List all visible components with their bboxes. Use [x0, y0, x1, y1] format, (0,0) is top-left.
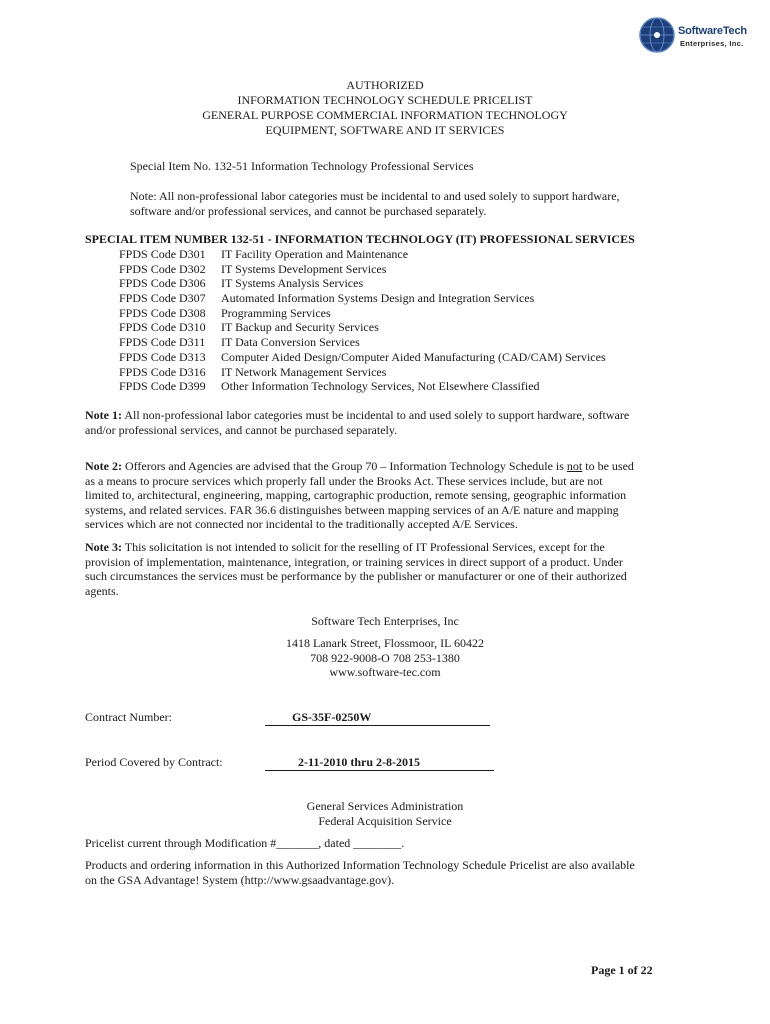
document-header — [0, 78, 770, 138]
fpds-row — [119, 320, 606, 335]
header-line: GENERAL PURPOSE COMMERCIAL INFORMATION TECHNOLOGY — [202, 108, 568, 122]
contract-number-label: Contract Number: — [85, 710, 172, 724]
logo-name: SoftwareTech — [678, 25, 747, 37]
note-2-emphasis: not — [566, 459, 583, 473]
note-2-text: systems, and related services. FAR 36.6 distinguishes between mapping services of an A/E nature and mapping — [85, 502, 619, 517]
fpds-description: Computer Aided Design/Computer Aided Manufacturing (CAD/CAM) Services — [221, 349, 606, 364]
header-line: INFORMATION TECHNOLOGY SCHEDULE PRICELIST — [237, 93, 533, 107]
fpds-row — [119, 247, 606, 262]
note-3-text: such circumstances the services must be performance by the publisher or manufacturer or one of their authorized — [85, 569, 627, 584]
sin-heading: SPECIAL ITEM NUMBER 132-51 - INFORMATION TECHNOLOGY (IT) PROFESSIONAL SERVICES — [85, 232, 635, 246]
gsa-line: Federal Acquisition Service — [318, 813, 452, 828]
note-1-text: and/or professional services, and cannot be purchased separately. — [85, 422, 398, 437]
intro-note — [130, 189, 620, 218]
phone-line: 708 922-9008-O 708 253-1380 — [310, 650, 460, 665]
company-address — [0, 636, 770, 680]
fpds-code: FPDS Code D310 — [119, 320, 206, 335]
contract-number-value: GS-35F-0250W — [292, 710, 372, 724]
fpds-row — [119, 379, 606, 394]
note-2-text: Offerors and Agencies are advised that the Group 70 – Information Technology Schedule is — [121, 459, 567, 473]
fpds-row — [119, 365, 606, 380]
globe-icon — [638, 16, 676, 54]
fpds-code: FPDS Code D313 — [119, 349, 206, 364]
fpds-code: FPDS Code D306 — [119, 276, 206, 291]
pricelist-current: Pricelist current through Modification #_______, dated ________. — [85, 836, 405, 850]
products-line: on the GSA Advantage! System (http://www.gsaadvantage.gov). — [85, 872, 395, 887]
note-1 — [85, 408, 629, 437]
fpds-description: IT Facility Operation and Maintenance — [221, 247, 409, 261]
fpds-row — [119, 291, 606, 306]
fpds-description: IT Data Conversion Services — [221, 335, 360, 350]
note-3-label: Note 3: — [85, 540, 122, 554]
special-item-line: Special Item No. 132-51 Information Technology Professional Services — [130, 159, 474, 173]
period-label: Period Covered by Contract: — [85, 755, 223, 769]
note-3-text: This solicitation is not intended to solicit for the reselling of IT Professional Services, except for the — [121, 540, 605, 554]
gsa-line: General Services Administration — [306, 799, 464, 813]
fpds-description: Programming Services — [221, 305, 331, 320]
fpds-row — [119, 350, 606, 365]
note-3-text: agents. — [85, 583, 119, 598]
intro-note-line: software and/or professional services, and cannot be purchased separately. — [130, 203, 487, 218]
fpds-description: IT Systems Development Services — [221, 261, 387, 276]
fpds-description: IT Backup and Security Services — [221, 320, 379, 335]
fpds-description: IT Network Management Services — [221, 364, 387, 379]
intro-note-line: Note: All non-professional labor categories must be incidental to and used solely to support hardware, — [130, 189, 620, 203]
note-3-text: provision of implementation, maintenance, integration, or training services in direct support of a product. Under — [85, 554, 623, 569]
address-line: 1418 Lanark Street, Flossmoor, IL 60422 — [285, 636, 485, 650]
header-line: AUTHORIZED — [346, 78, 424, 92]
period-field — [265, 755, 494, 771]
logo-subtitle: Enterprises, Inc. — [680, 39, 744, 48]
note-3 — [85, 540, 627, 598]
note-1-text: All non-professional labor categories must be incidental to and used solely to support hardware, software — [121, 408, 630, 422]
fpds-list — [119, 247, 606, 394]
header-line: EQUIPMENT, SOFTWARE AND IT SERVICES — [265, 123, 505, 137]
fpds-code: FPDS Code D301 — [119, 247, 206, 261]
products-line: Products and ordering information in this Authorized Information Technology Schedule Pricelist are also available — [85, 858, 635, 872]
period-value: 2-11-2010 thru 2-8-2015 — [298, 755, 420, 769]
contract-number-field — [265, 710, 490, 726]
page-number: Page 1 of 22 — [591, 963, 653, 977]
fpds-row — [119, 306, 606, 321]
note-2-text: to be used — [582, 459, 634, 473]
fpds-description: Other Information Technology Services, Not Elsewhere Classified — [221, 379, 540, 394]
note-2 — [85, 459, 634, 532]
fpds-description: IT Systems Analysis Services — [221, 276, 364, 291]
fpds-code: FPDS Code D399 — [119, 379, 206, 394]
website-link[interactable]: www.software-tec.com — [329, 665, 441, 680]
fpds-row — [119, 276, 606, 291]
gsa-block — [0, 799, 770, 828]
company-logo — [636, 14, 754, 56]
fpds-code: FPDS Code D316 — [119, 364, 206, 379]
products-info — [85, 858, 635, 887]
company-name: Software Tech Enterprises, Inc — [311, 614, 459, 628]
fpds-row — [119, 262, 606, 277]
fpds-description: Automated Information Systems Design and Integration Services — [221, 291, 535, 306]
note-1-label: Note 1: — [85, 408, 122, 422]
fpds-row — [119, 335, 606, 350]
fpds-code: FPDS Code D308 — [119, 305, 206, 320]
fpds-code: FPDS Code D302 — [119, 261, 206, 276]
note-2-label: Note 2: — [85, 459, 122, 473]
fpds-code: FPDS Code D311 — [119, 335, 206, 350]
note-2-text: limited to, architectural, engineering, mapping, cartographic production, remote sensing, geographic information — [85, 488, 627, 503]
fpds-code: FPDS Code D307 — [119, 291, 206, 306]
note-2-text: services which are not connected nor incidental to the traditionally accepted A/E Services. — [85, 517, 518, 532]
note-2-text: as a means to procure services which properly fall under the Brooks Act. These services include, but are not — [85, 473, 603, 488]
